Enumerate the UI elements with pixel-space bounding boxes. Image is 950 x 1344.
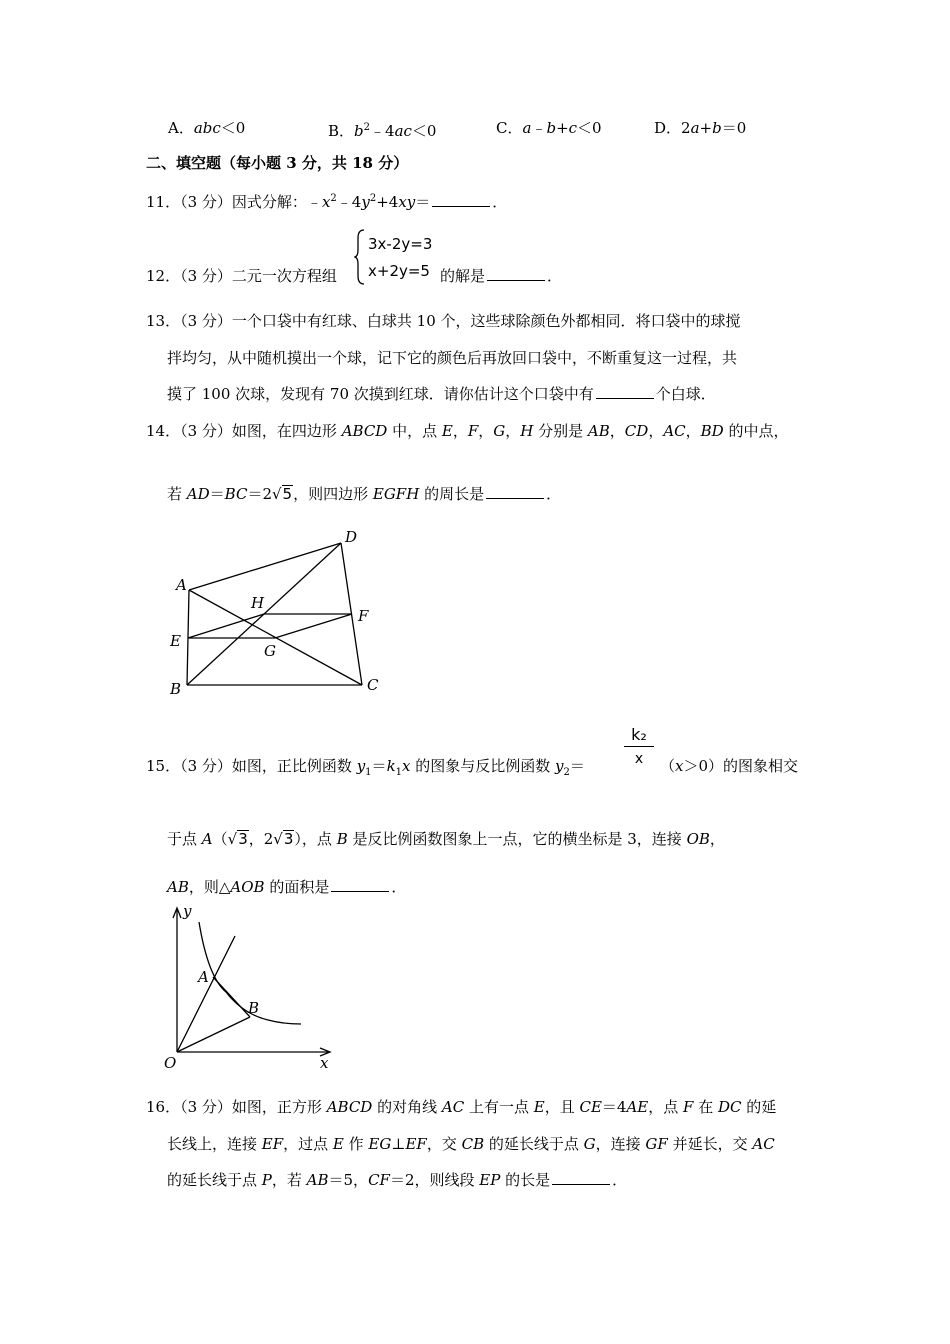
answer-blank [487, 266, 545, 281]
answer-blank [552, 1170, 610, 1185]
question-16-line3: 的延长线于点 P，若 AB＝5，CF＝2，则线段 EP 的长是 ． [167, 1171, 628, 1189]
axis-label-x: x [320, 1054, 329, 1072]
question-12: 12．（3 分）二元一次方程组 [146, 267, 337, 285]
brace-icon [354, 228, 366, 286]
answer-blank [432, 192, 490, 207]
section-title: 二、填空题（每小题 3 分，共 18 分） [146, 154, 409, 172]
answer-blank [596, 384, 654, 399]
label-H: H [251, 594, 265, 612]
question-13-line3: 摸了 100 次球，发现有 70 次摸到红球．请你估计这个口袋中有 个白球． [167, 385, 716, 403]
label-F: F [358, 607, 369, 625]
quadrilateral-figure [165, 528, 395, 703]
question-14-line2: 若 AD＝BC＝2√5，则四边形 EGFH 的周长是 ． [167, 485, 562, 503]
question-13-line2: 拌均匀，从中随机摸出一个球，记下它的颜色后再放回口袋中，不断重复这一过程，共 [167, 349, 738, 367]
question-15-line1-tail: （x＞0）的图象相交 [660, 757, 799, 775]
label-D: D [345, 528, 358, 546]
question-15-line1: 15．（3 分）如图，正比例函数 $y_1=k_1x$ 的图象与反比例函数 $y_2=$ [146, 757, 585, 778]
fraction-denominator: x [634, 751, 644, 767]
question-14-line1: 14．（3 分）如图，在四边形 ABCD 中，点 E，F，G，H 分别是 AB，CD，AC，BD 的中点， [146, 422, 789, 440]
label-A: A [198, 968, 209, 986]
label-E: E [170, 632, 181, 650]
question-15-line3: AB，则△AOB 的面积是 ． [167, 878, 407, 896]
option-d: D．2a+b＝0 [654, 119, 747, 137]
question-13-line1: 13．（3 分）一个口袋中有红球、白球共 10 个，这些球除颜色外都相同．将口袋中的球搅 [146, 312, 741, 330]
question-12-tail: 的解是 ． [440, 267, 563, 285]
label-O: O [164, 1054, 177, 1072]
answer-blank [486, 484, 544, 499]
axis-label-y: y [183, 902, 192, 920]
option-b: B．$b^2﹣4ac<0$ [328, 122, 437, 140]
question-11: 11．（3 分）因式分解：$﹣x^2﹣4y^2+4xy=$ ． [146, 193, 508, 211]
equation-2: x+2y=5 [368, 262, 430, 280]
label-C: C [367, 676, 379, 694]
label-B: B [170, 680, 182, 698]
answer-blank [331, 877, 389, 892]
option-a: A．abc＜0 [168, 119, 246, 137]
fraction-numerator: k₂ [624, 724, 654, 747]
option-c: C．a﹣b+c＜0 [496, 119, 602, 137]
question-16-line2: 长线上，连接 EF，过点 E 作 EG⊥EF，交 CB 的延长线于点 G，连接 GF 并延长，交 AC [167, 1135, 775, 1153]
question-15-line2: 于点 A（√3，2√3），点 B 是反比例函数图象上一点，它的横坐标是 3，连接 OB， [167, 830, 725, 848]
question-16-line1: 16．（3 分）如图，正方形 ABCD 的对角线 AC 上有一点 E，且 CE＝4AE，点 F 在 DC 的延 [146, 1098, 777, 1116]
label-A: A [176, 576, 187, 594]
label-B: B [248, 999, 260, 1017]
function-graph [158, 902, 348, 1072]
label-G: G [264, 642, 276, 660]
equation-1: 3x-2y=3 [368, 235, 433, 253]
